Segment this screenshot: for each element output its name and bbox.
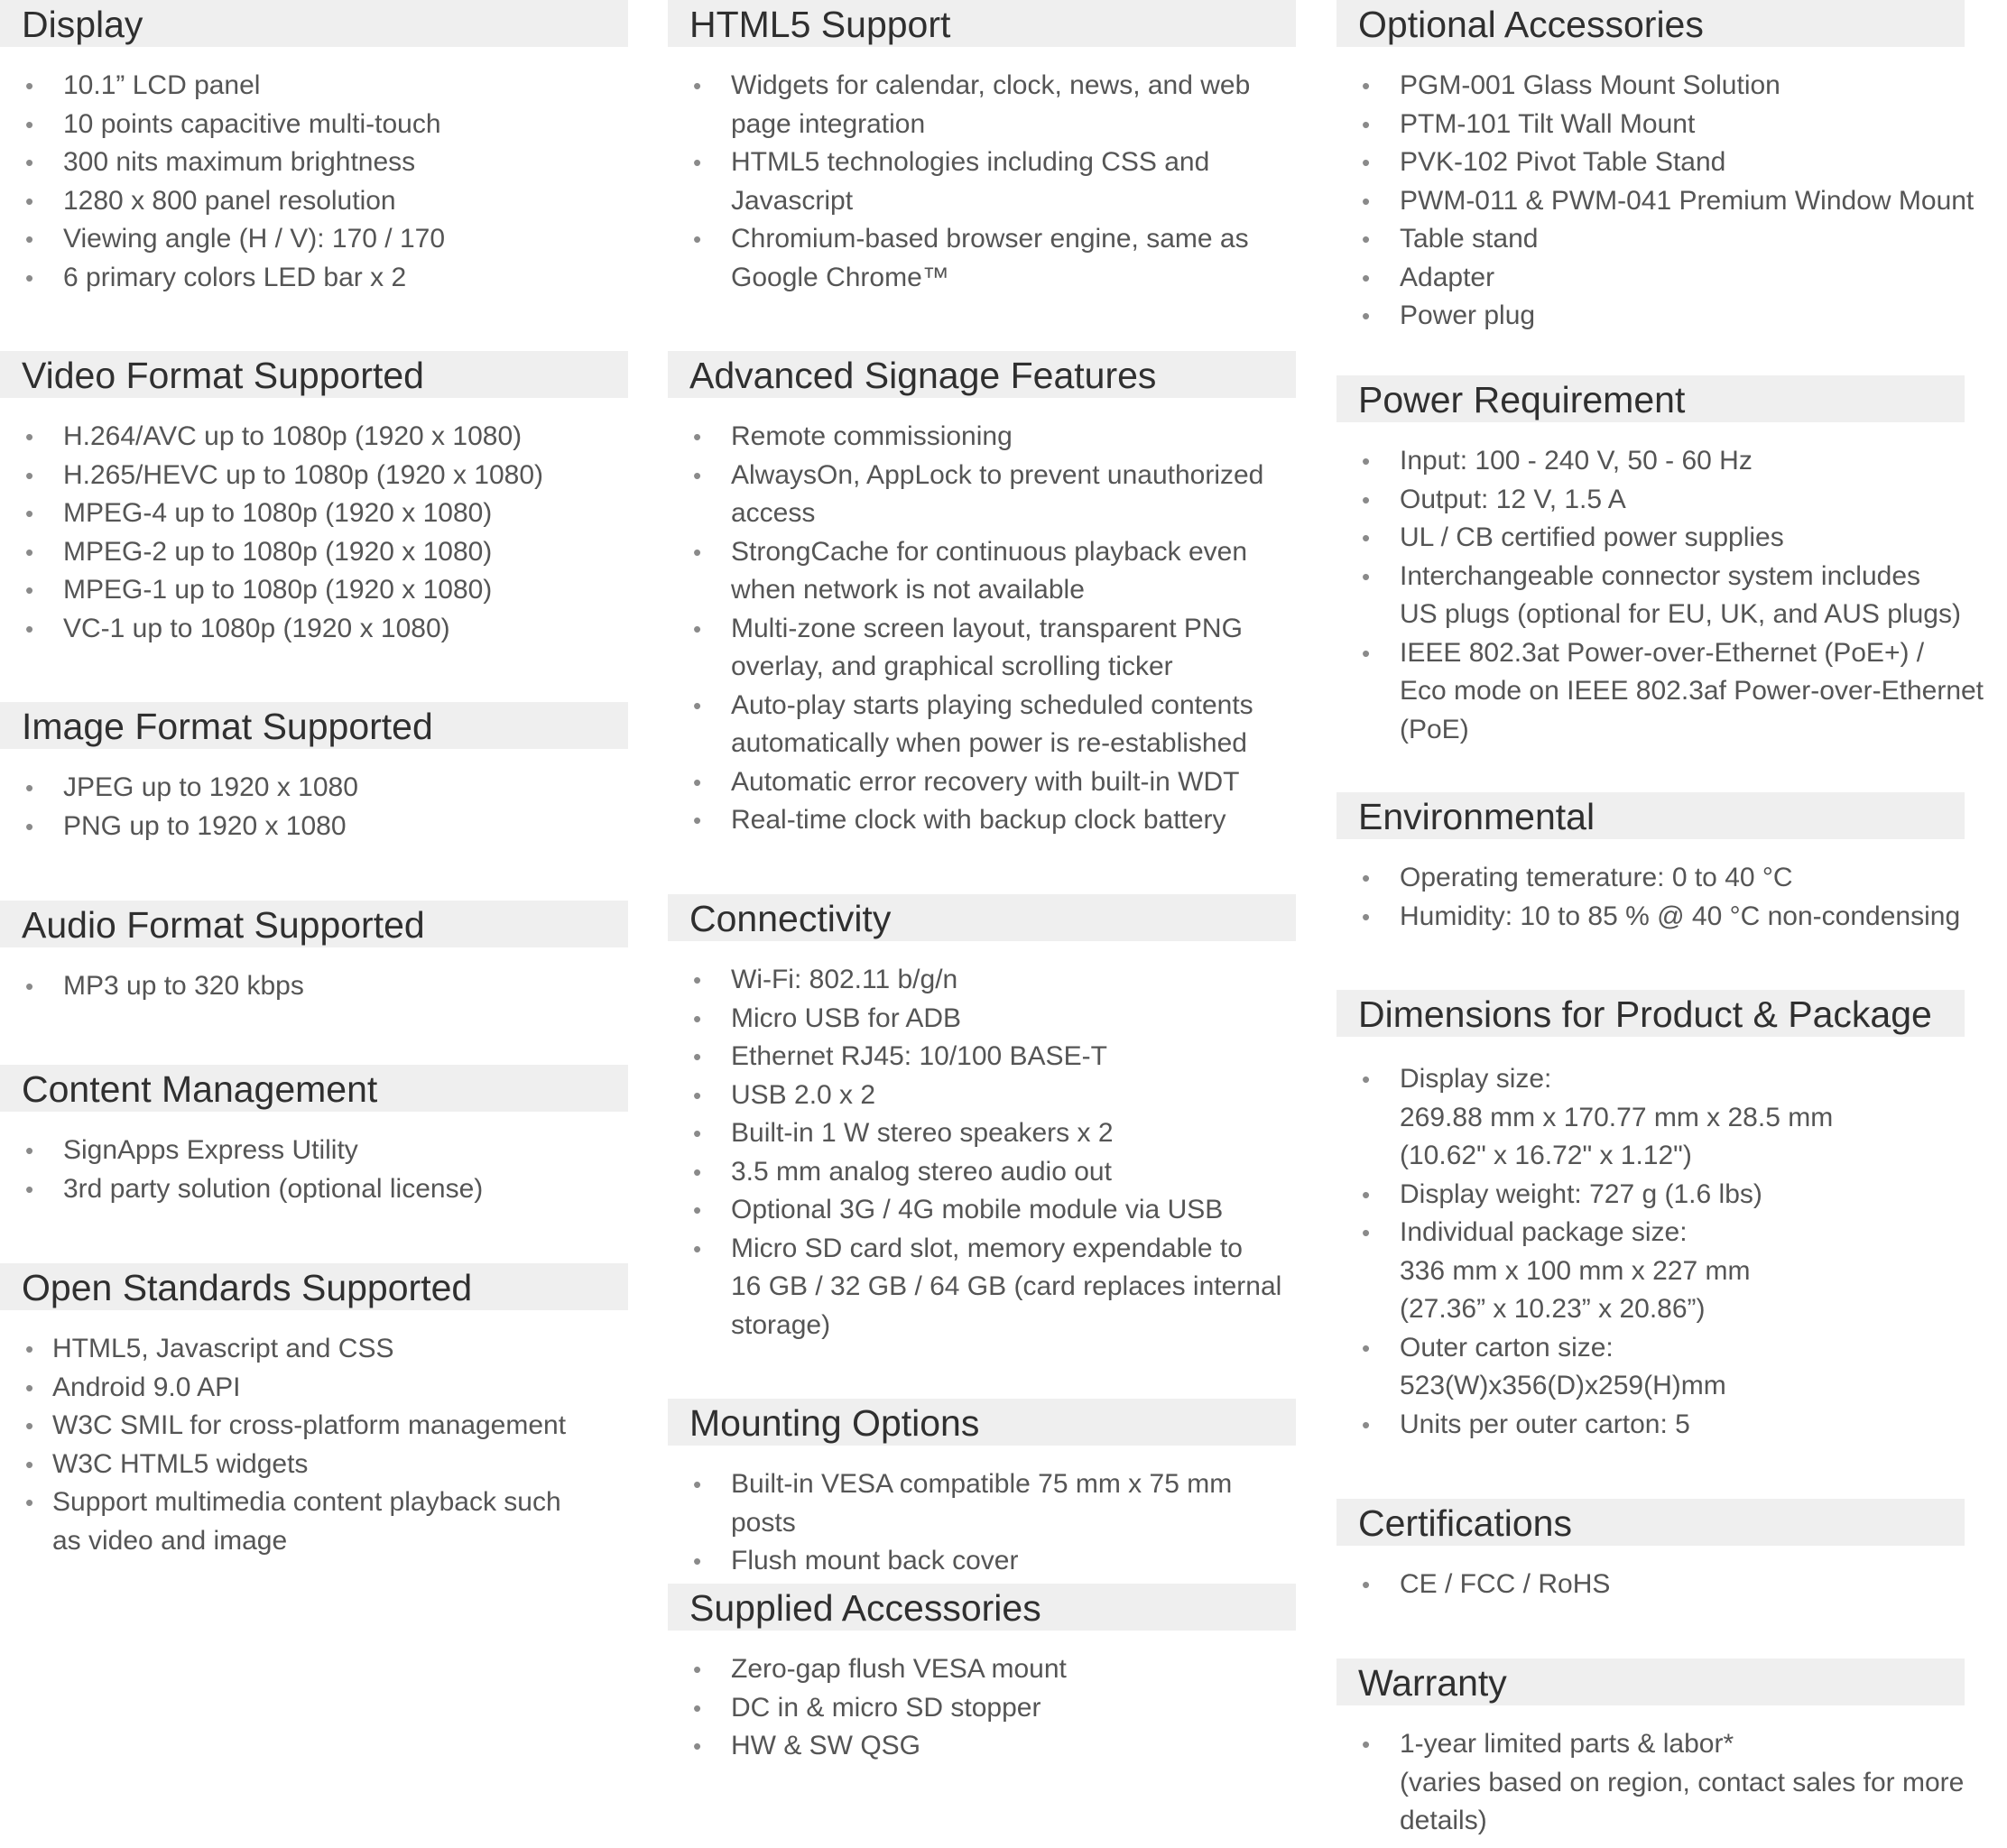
list-item: • JPEG up to 1920 x 1080 [0,769,628,808]
list-item: • Humidity: 10 to 85 % @ 40 °C non-condensing [1336,898,2007,937]
list-item: • Output: 12 V, 1.5 A [1336,481,2007,520]
audio-format-list [0,967,628,1006]
advanced-signage-list [668,418,1296,840]
html5-support-list [668,67,1296,297]
certifications-list [1336,1566,2007,1604]
list-item: • CE / FCC / RoHS [1336,1566,2007,1604]
section-title-html5-support: HTML5 Support [668,0,1296,47]
list-item: • StrongCache for continuous playback even when network is not available [668,533,1296,610]
list-item: • Multi-zone screen layout, transparent PNG overlay, and graphical scrolling ticker [668,610,1296,687]
open-standards-list [0,1330,628,1560]
section-title-video-format: Video Format Supported [0,351,628,398]
section-title-image-format: Image Format Supported [0,702,628,749]
mounting-options-list [668,1465,1296,1581]
list-item: • MPEG-1 up to 1080p (1920 x 1080) [0,571,628,610]
list-item: • Chromium-based browser engine, same as Google Chrome™ [668,220,1296,297]
list-item: • IEEE 802.3at Power-over-Ethernet (PoE+) / Eco mode on IEEE 802.3af Power-over-Ethernet (PoE) [1336,634,2007,750]
section-title-audio-format: Audio Format Supported [0,901,628,947]
list-item: • 6 primary colors LED bar x 2 [0,259,628,298]
video-format-list [0,418,628,648]
display-list [0,67,628,297]
section-mounting-options [668,1399,1296,1581]
list-item: • AlwaysOn, AppLock to prevent unauthorized access [668,457,1296,533]
list-item: • Zero-gap flush VESA mount [668,1650,1296,1689]
list-item: • H.264/AVC up to 1080p (1920 x 1080) [0,418,628,457]
list-item: • PNG up to 1920 x 1080 [0,808,628,846]
section-title-optional-accessories: Optional Accessories [1336,0,1965,47]
section-title-mounting-options: Mounting Options [668,1399,1296,1446]
list-item: • Display weight: 727 g (1.6 lbs) [1336,1176,2007,1215]
section-connectivity [668,894,1296,1344]
section-environmental [1336,792,2007,936]
list-item: • Support multimedia content playback such as video and image [0,1483,628,1560]
list-item: • 300 nits maximum brightness [0,143,628,182]
list-item: • Micro USB for ADB [668,1000,1296,1039]
section-title-advanced-signage: Advanced Signage Features [668,351,1296,398]
list-item: • SignApps Express Utility [0,1132,628,1170]
section-advanced-signage [668,351,1296,840]
list-item: • PTM-101 Tilt Wall Mount [1336,106,2007,144]
list-item: • HTML5 technologies including CSS and Javascript [668,143,1296,220]
section-audio-format [0,901,628,1006]
list-item: • Units per outer carton: 5 [1336,1406,2007,1445]
list-item: • Auto-play starts playing scheduled contents automatically when power is re-established [668,687,1296,763]
list-item: • Interchangeable connector system includes US plugs (optional for EU, UK, and AUS plugs) [1336,558,2007,634]
section-optional-accessories [1336,0,2007,336]
section-title-connectivity: Connectivity [668,894,1296,941]
list-item: • Built-in VESA compatible 75 mm x 75 mm posts [668,1465,1296,1542]
section-html5-support [668,0,1296,297]
list-item: • HW & SW QSG [668,1727,1296,1766]
section-title-power-requirement: Power Requirement [1336,375,1965,422]
list-item: • Optional 3G / 4G mobile module via USB [668,1191,1296,1230]
list-item: • Ethernet RJ45: 10/100 BASE-T [668,1038,1296,1076]
list-item: • Display size: 269.88 mm x 170.77 mm x 28.5 mm (10.62" x 16.72" x 1.12") [1336,1060,2007,1176]
list-item: • 1-year limited parts & labor* (varies based on region, contact sales for more details) [1336,1725,2007,1841]
list-item: • USB 2.0 x 2 [668,1076,1296,1115]
power-requirement-list [1336,442,2007,749]
list-item: • Widgets for calendar, clock, news, and web page integration [668,67,1296,143]
section-content-management [0,1065,628,1208]
section-title-open-standards: Open Standards Supported [0,1263,628,1310]
section-supplied-accessories [668,1584,1296,1766]
environmental-list [1336,859,2007,936]
list-item: • 3.5 mm analog stereo audio out [668,1153,1296,1192]
section-title-environmental: Environmental [1336,792,1965,839]
list-item: • PWM-011 & PWM-041 Premium Window Mount [1336,182,2007,221]
warranty-list [1336,1725,2007,1841]
list-item: • Outer carton size: 523(W)x356(D)x259(H)mm [1336,1329,2007,1406]
section-title-supplied-accessories: Supplied Accessories [668,1584,1296,1631]
list-item: • 10 points capacitive multi-touch [0,106,628,144]
list-item: • VC-1 up to 1080p (1920 x 1080) [0,610,628,649]
list-item: • Adapter [1336,259,2007,298]
section-dimensions [1336,990,2007,1444]
section-title-dimensions: Dimensions for Product & Package [1336,990,1965,1037]
list-item: • 10.1” LCD panel [0,67,628,106]
list-item: • Built-in 1 W stereo speakers x 2 [668,1114,1296,1153]
optional-accessories-list [1336,67,2007,336]
list-item: • Automatic error recovery with built-in WDT [668,763,1296,802]
list-item: • Table stand [1336,220,2007,259]
list-item: • Power plug [1336,297,2007,336]
list-item: • Android 9.0 API [0,1369,628,1408]
list-item: • HTML5, Javascript and CSS [0,1330,628,1369]
list-item: • Wi-Fi: 802.11 b/g/n [668,961,1296,1000]
content-management-list [0,1132,628,1208]
section-display [0,0,628,297]
list-item: • UL / CB certified power supplies [1336,519,2007,558]
list-item: • DC in & micro SD stopper [668,1689,1296,1728]
list-item: • MPEG-2 up to 1080p (1920 x 1080) [0,533,628,572]
section-title-display: Display [0,0,628,47]
list-item: • Real-time clock with backup clock battery [668,801,1296,840]
list-item: • Viewing angle (H / V): 170 / 170 [0,220,628,259]
list-item: • Micro SD card slot, memory expendable to 16 GB / 32 GB / 64 GB (card replaces internal storage) [668,1230,1296,1345]
list-item: • PVK-102 Pivot Table Stand [1336,143,2007,182]
list-item: • H.265/HEVC up to 1080p (1920 x 1080) [0,457,628,495]
list-item: • W3C SMIL for cross-platform management [0,1407,628,1446]
connectivity-list [668,961,1296,1344]
list-item: • Input: 100 - 240 V, 50 - 60 Hz [1336,442,2007,481]
list-item: • 1280 x 800 panel resolution [0,182,628,221]
list-item: • Flush mount back cover [668,1542,1296,1581]
list-item: • W3C HTML5 widgets [0,1446,628,1484]
list-item: • MPEG-4 up to 1080p (1920 x 1080) [0,494,628,533]
section-warranty [1336,1659,2007,1841]
section-video-format [0,351,628,648]
section-power-requirement [1336,375,2007,749]
section-open-standards [0,1263,628,1560]
list-item: • Individual package size: 336 mm x 100 mm x 227 mm (27.36” x 10.23” x 20.86”) [1336,1214,2007,1329]
section-title-content-management: Content Management [0,1065,628,1112]
section-certifications [1336,1499,2007,1604]
list-item: • Operating temerature: 0 to 40 °C [1336,859,2007,898]
list-item: • MP3 up to 320 kbps [0,967,628,1006]
supplied-accessories-list [668,1650,1296,1766]
list-item: • 3rd party solution (optional license) [0,1170,628,1209]
section-image-format [0,702,628,845]
section-title-certifications: Certifications [1336,1499,1965,1546]
dimensions-list [1336,1060,2007,1444]
list-item: • PGM-001 Glass Mount Solution [1336,67,2007,106]
image-format-list [0,769,628,845]
section-title-warranty: Warranty [1336,1659,1965,1705]
list-item: • Remote commissioning [668,418,1296,457]
